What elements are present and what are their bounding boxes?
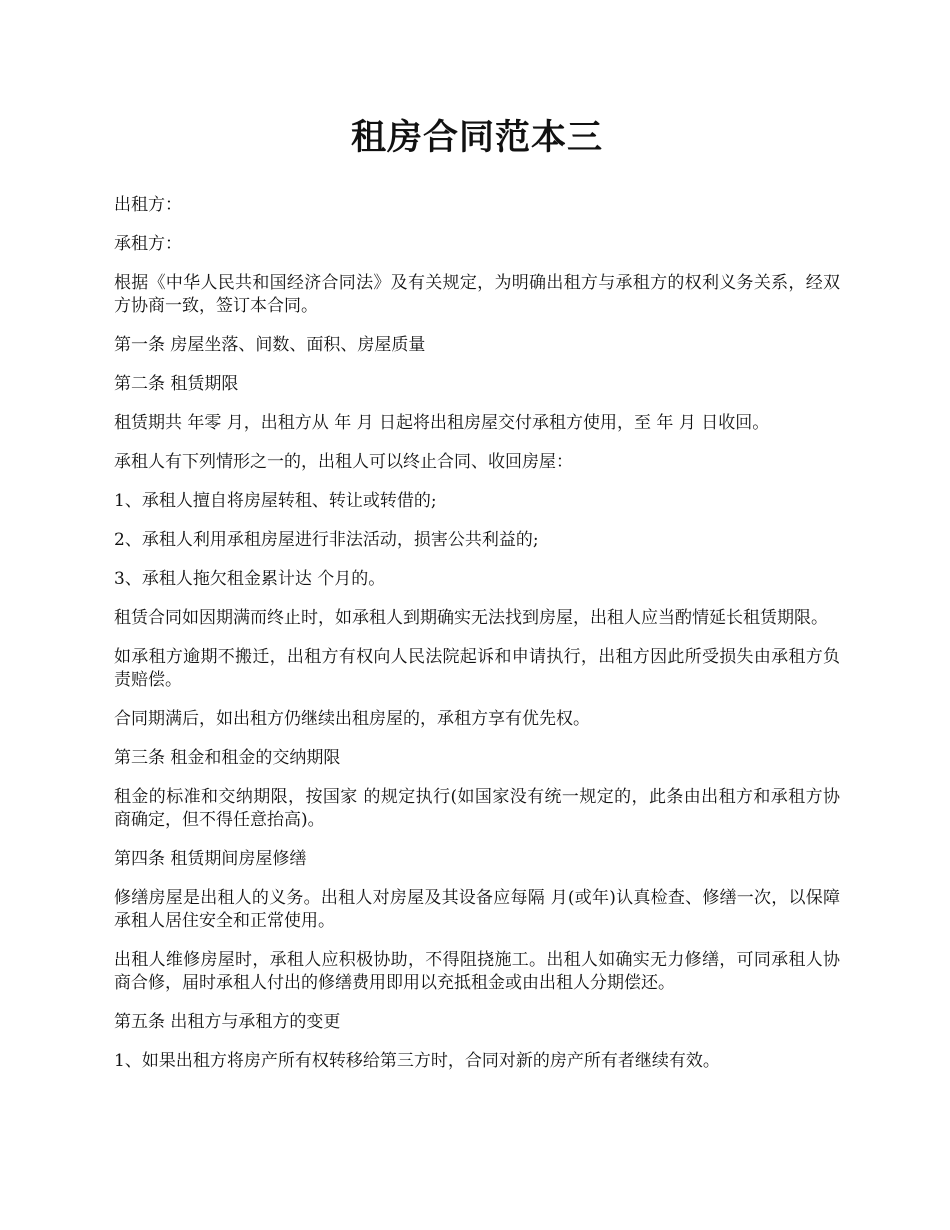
condition-item-1: 1、承租人擅自将房屋转租、转让或转借的;: [114, 491, 437, 511]
termination-conditions-paragraph: 承租人有下列情形之一的，出租人可以终止合同、收回房屋：: [114, 452, 573, 472]
lease-term-paragraph: 租赁期共 年零 月，出租方从 年 月 日起将出租房屋交付承租方使用，至 年 月 日收回。: [114, 413, 770, 433]
priority-paragraph: 合同期满后，如出租方仍继续出租房屋的，承租方享有优先权。: [114, 709, 590, 729]
article-1-heading: 第一条 房屋坐落、间数、面积、房屋质量: [114, 335, 426, 355]
overdue-paragraph: 如承租方逾期不搬迁，出租方有权向人民法院起诉和申请执行，出租方因此所受损失由承租方负责赔偿。: [114, 647, 840, 690]
article-2-heading: 第二条 租赁期限: [114, 374, 239, 394]
change-item-1: 1、如果出租方将房产所有权转移给第三方时，合同对新的房产所有者继续有效。: [114, 1051, 720, 1071]
preamble-paragraph: 根据《中华人民共和国经济合同法》及有关规定，为明确出租方与承租方的权利义务关系，经双方协商一致，签订本合同。: [114, 273, 840, 316]
article-3-heading: 第三条 租金和租金的交纳期限: [114, 748, 341, 768]
article-4-heading: 第四条 租赁期间房屋修缮: [114, 849, 307, 869]
condition-item-3: 3、承租人拖欠租金累计达 个月的。: [114, 569, 386, 589]
lessor-line: 出租方：: [114, 195, 182, 215]
rent-standard-paragraph: 租金的标准和交纳期限，按国家 的规定执行(如国家没有统一规定的，此条由出租方和承租方协商确定，但不得任意抬高)。: [114, 787, 840, 830]
document-title: 租房合同范本三: [350, 118, 603, 158]
condition-item-2: 2、承租人利用承租房屋进行非法活动，损害公共利益的;: [114, 530, 539, 550]
extension-paragraph: 租赁合同如因期满而终止时，如承租人到期确实无法找到房屋，出租人应当酌情延长租赁期限。: [114, 608, 828, 628]
repair-cooperation-paragraph: 出租人维修房屋时，承租人应积极协助，不得阻挠施工。出租人如确实无力修缮，可同承租人协商合修，届时承租人付出的修缮费用即用以充抵租金或由出租人分期偿还。: [114, 950, 840, 993]
article-5-heading: 第五条 出租方与承租方的变更: [114, 1012, 341, 1032]
lessee-line: 承租方：: [114, 234, 182, 254]
repair-duty-paragraph: 修缮房屋是出租人的义务。出租人对房屋及其设备应每隔 月(或年)认真检查、修缮一次，以保障承租人居住安全和正常使用。: [114, 888, 840, 931]
